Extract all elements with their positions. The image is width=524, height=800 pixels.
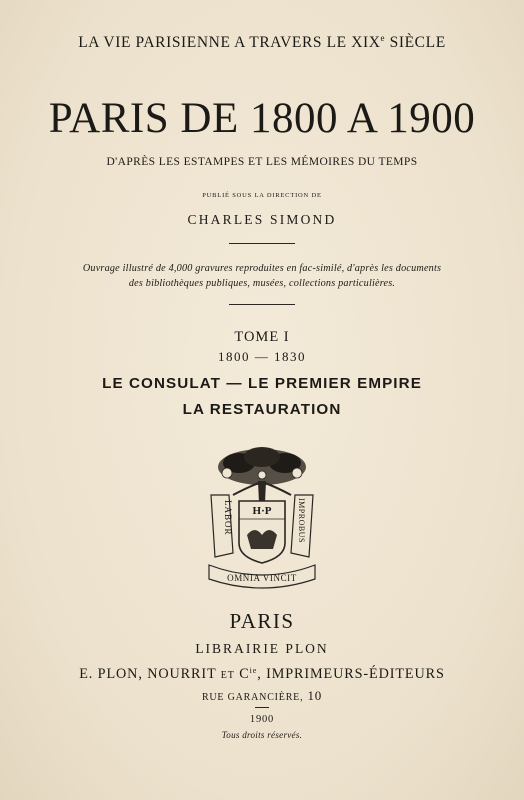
series-title [0, 33, 524, 52]
section-title-line-2: LA RESTAURATION [182, 401, 342, 418]
emblem-right-motto: IMPROBUS [297, 498, 306, 543]
section-title-line-1: LE CONSULAT — LE PREMIER EMPIRE [102, 375, 422, 392]
year-range: 1800 — 1830 [218, 349, 306, 364]
divider-rule [229, 243, 295, 244]
main-title: PARIS DE 1800 A 1900 [48, 95, 476, 142]
printer-c: C [234, 666, 250, 682]
address-line [0, 688, 524, 704]
tree-emblem [218, 447, 306, 503]
printer-title: , IMPRIMEURS-ÉDITEURS [257, 666, 445, 682]
printer-et: ET [220, 670, 235, 681]
divider-rule [229, 304, 295, 305]
printer-superscript: ie [249, 666, 258, 675]
publication-year: 1900 [249, 714, 275, 725]
series-title-superscript: e [380, 33, 386, 43]
publisher-name: LIBRAIRIE PLON [195, 641, 329, 656]
address-street: RUE GARANCIÈRE, [201, 692, 304, 703]
series-title-text: LA VIE PARISIENNE A TRAVERS LE XIX [78, 34, 381, 51]
description-line-2: des bibliothèques publiques, musées, collections particulières. [128, 278, 396, 289]
printer-name: E. PLON, NOURRIT [79, 666, 221, 682]
rights-notice: Tous droits réservés. [221, 730, 303, 740]
short-divider [255, 707, 269, 708]
series-title-end: SIÈCLE [385, 34, 446, 51]
subtitle: D'APRÈS LES ESTAMPES ET LES MÉMOIRES DU TEMPS [106, 156, 418, 168]
publisher-emblem [203, 445, 321, 590]
address-number: 10 [303, 688, 323, 703]
imprint-city: PARIS [229, 609, 295, 633]
emblem-bottom-motto: OMNIA VINCIT [227, 573, 297, 583]
emblem-left-motto: LABOR [223, 500, 233, 536]
emblem-monogram: H·P [252, 505, 272, 517]
description [0, 261, 524, 291]
description-line-1: Ouvrage illustré de 4,000 gravures reproduites en fac-similé, d'après les documents [82, 263, 442, 274]
published-under-label: PUBLIÉ SOUS LA DIRECTION DE [202, 192, 322, 199]
editor-name: CHARLES SIMOND [187, 212, 337, 227]
printer-line [0, 666, 524, 683]
tome-label: TOME I [234, 329, 290, 345]
